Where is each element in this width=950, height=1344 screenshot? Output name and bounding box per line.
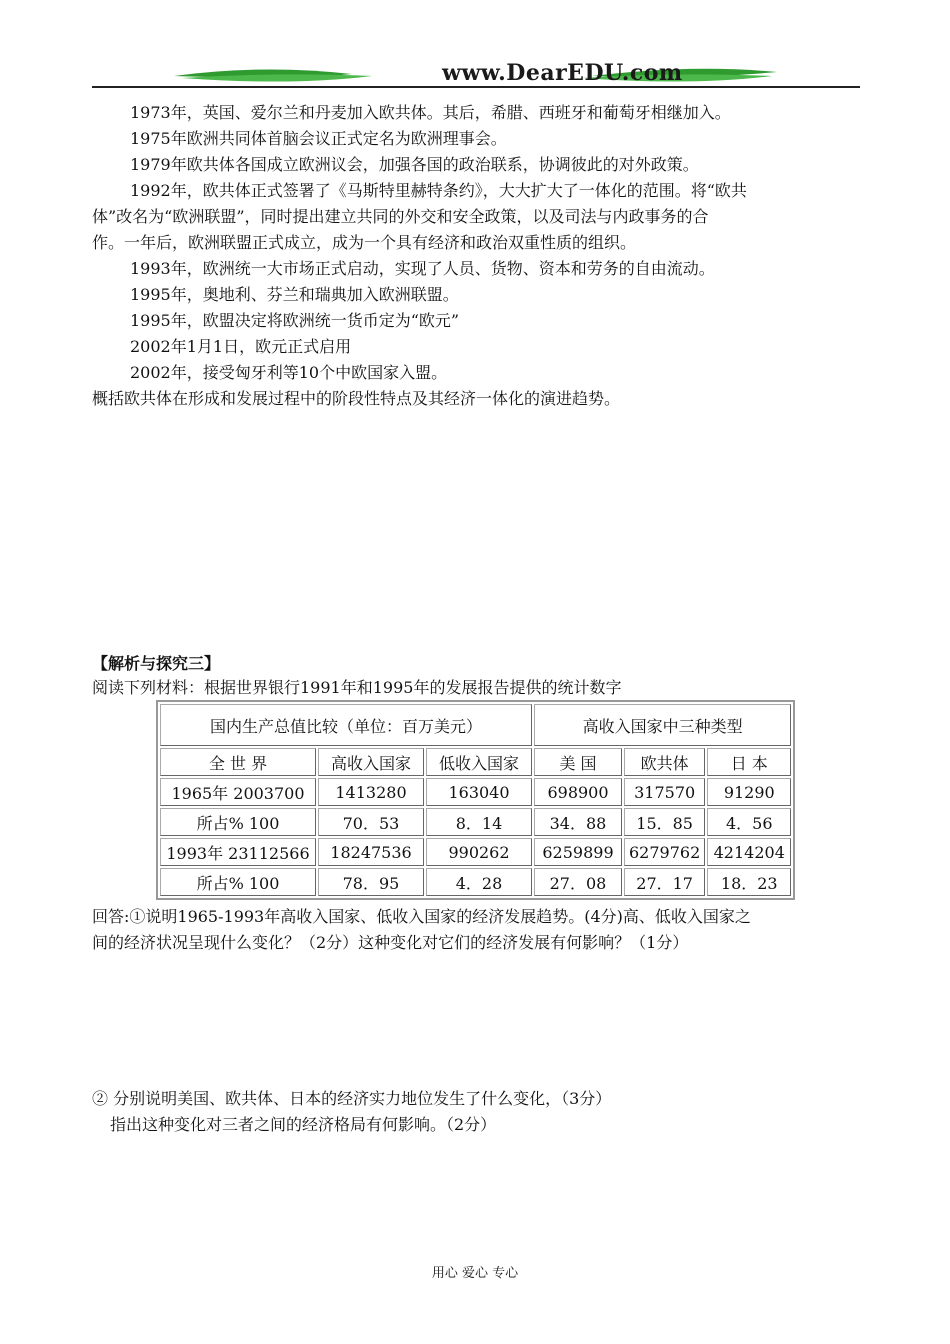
timeline-line: 1995年，欧盟决定将欧洲统一货币定为“欧元” [130, 311, 460, 330]
table-column-header: 欧共体 [624, 748, 705, 776]
timeline-line: 体”改名为“欧洲联盟”，同时提出建立共同的外交和安全政策，以及司法与内政事务的合 [92, 207, 709, 226]
site-logo-text: www.DearEDU.com [442, 60, 683, 86]
table-cell: 317570 [624, 778, 705, 806]
question-two [92, 1086, 862, 1138]
table-column-header: 日 本 [707, 748, 791, 776]
table-cell: 4214204 [707, 838, 791, 866]
table-cell: 27．08 [534, 868, 622, 896]
timeline-line: 2002年，接受匈牙利等10个中欧国家入盟。 [130, 363, 448, 382]
table-cell: 163040 [426, 778, 532, 806]
table-row [160, 838, 791, 866]
table-row [160, 868, 791, 896]
table-cell: 所占% 100 [160, 808, 316, 836]
material-intro: 阅读下列材料：根据世界银行1991年和1995年的发展报告提供的统计数字 [92, 678, 622, 697]
table-cell: 18．23 [707, 868, 791, 896]
table-cell: 27．17 [624, 868, 705, 896]
page-footer: 用心 爱心 专心 [431, 1266, 519, 1281]
timeline-line: 1993年，欧洲统一大市场正式启动，实现了人员、货物、资本和劳务的自由流动。 [130, 259, 715, 278]
table-group-header-left: 国内生产总值比较（单位：百万美元） [160, 704, 532, 746]
timeline-line: 1995年，奥地利、芬兰和瑞典加入欧洲联盟。 [130, 285, 459, 304]
table-column-header: 全 世 界 [160, 748, 316, 776]
table-cell: 4．56 [707, 808, 791, 836]
timeline-line: 1973年，英国、爱尔兰和丹麦加入欧共体。其后，希腊、西班牙和葡萄牙相继加入。 [130, 103, 731, 122]
table-cell: 1993年 23112566 [160, 838, 316, 866]
table-row [160, 808, 791, 836]
section-title: 【解析与探究三】 [92, 654, 221, 673]
timeline-paragraphs [92, 100, 862, 386]
table-cell: 所占% 100 [160, 868, 316, 896]
table-column-header: 低收入国家 [426, 748, 532, 776]
table-cell: 70．53 [318, 808, 424, 836]
table-cell: 6279762 [624, 838, 705, 866]
table-cell: 91290 [707, 778, 791, 806]
table-cell: 6259899 [534, 838, 622, 866]
question-one [92, 904, 862, 956]
timeline-line: 2002年1月1日，欧元正式启用 [130, 337, 352, 356]
table-cell: 1965年 2003700 [160, 778, 316, 806]
table-column-header: 高收入国家 [318, 748, 424, 776]
table-column-header: 美 国 [534, 748, 622, 776]
summary-question: 概括欧共体在形成和发展过程中的阶段性特点及其经济一体化的演进趋势。 [92, 389, 621, 408]
table-row [160, 778, 791, 806]
gdp-comparison-table [156, 700, 795, 900]
table-cell: 18247536 [318, 838, 424, 866]
table-cell: 698900 [534, 778, 622, 806]
question-two-line: ② 分别说明美国、欧共体、日本的经济实力地位发生了什么变化，（3分） [92, 1089, 612, 1108]
question-one-line: 间的经济状况呈现什么变化？（2分）这种变化对它们的经济发展有何影响？（1分） [92, 933, 689, 952]
timeline-line: 作。一年后，欧洲联盟正式成立，成为一个具有经济和政治双重性质的组织。 [92, 233, 637, 252]
table-cell: 34．88 [534, 808, 622, 836]
question-two-line: 指出这种变化对三者之间的经济格局有何影响。（2分） [110, 1115, 497, 1134]
table-cell: 78．95 [318, 868, 424, 896]
timeline-line: 1992年，欧共体正式签署了《马斯特里赫特条约》，大大扩大了一体化的范围。将“欧共 [130, 181, 747, 200]
table-group-header-right: 高收入国家中三种类型 [534, 704, 791, 746]
table-cell: 15．85 [624, 808, 705, 836]
header-rule [92, 86, 860, 88]
table-cell: 990262 [426, 838, 532, 866]
question-one-line: 回答:①说明1965-1993年高收入国家、低收入国家的经济发展趋势。(4分)高、低收入国家之 [92, 907, 751, 926]
table-cell: 8．14 [426, 808, 532, 836]
timeline-line: 1975年欧洲共同体首脑会议正式定名为欧洲理事会。 [130, 129, 507, 148]
table-cell: 4．28 [426, 868, 532, 896]
timeline-line: 1979年欧共体各国成立欧洲议会，加强各国的政治联系，协调彼此的对外政策。 [130, 155, 699, 174]
page-header [92, 58, 860, 92]
table-cell: 1413280 [318, 778, 424, 806]
